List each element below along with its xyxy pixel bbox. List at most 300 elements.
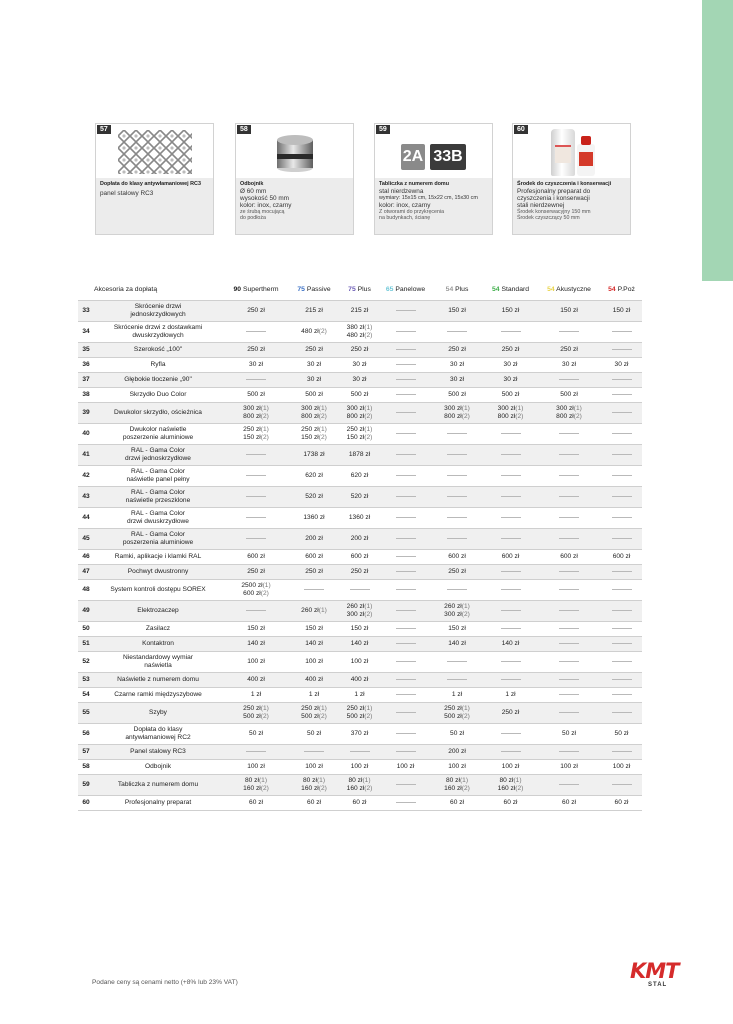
card-line: wymiary: 15x15 cm, 15x22 cm, 15x30 cm xyxy=(379,194,478,201)
price-variant-note: (2) xyxy=(364,433,373,441)
price-cell xyxy=(290,651,338,672)
not-available-dash xyxy=(246,517,266,518)
price-variant-note: (1) xyxy=(316,777,326,785)
price-value: 100 zł xyxy=(396,762,415,770)
price-cell xyxy=(430,687,484,702)
price-line xyxy=(431,603,483,610)
price-value: 480 zł xyxy=(301,327,319,335)
row-number: 37 xyxy=(78,372,94,387)
price-cell xyxy=(222,486,290,507)
table-row xyxy=(78,795,642,810)
price-cell xyxy=(222,402,290,423)
price-variant-note: (2) xyxy=(260,712,269,720)
not-available-dash xyxy=(396,589,416,590)
price-cell xyxy=(537,387,601,402)
row-name-line: Dwukolor skrzydło, ościeżnica xyxy=(114,408,202,416)
card-line: stali nierdzewnej xyxy=(517,201,565,209)
price-footnote: Podane ceny są cenami netto (+8% lub 23% VAT) xyxy=(92,979,238,986)
col-header: 54 Plus xyxy=(430,280,484,300)
price-cell xyxy=(338,723,381,744)
price-line xyxy=(223,590,289,597)
price-value: 60 zł xyxy=(352,798,367,806)
price-cell xyxy=(222,744,290,759)
row-name xyxy=(94,774,222,795)
row-name xyxy=(94,702,222,723)
price-value: 800 zł xyxy=(346,412,365,420)
price-variant-note: (2) xyxy=(364,610,373,618)
not-available-dash xyxy=(501,751,521,752)
price-value: 250 zł xyxy=(243,426,261,434)
price-value: 160 zł xyxy=(243,784,261,792)
price-value: 1 zł xyxy=(250,690,262,698)
price-value: 250 zł xyxy=(444,705,462,713)
table-row xyxy=(78,300,642,321)
price-variant-note: (2) xyxy=(515,784,524,792)
price-value: 250 zł xyxy=(448,567,466,575)
price-line xyxy=(339,713,380,720)
price-cell xyxy=(338,423,381,444)
card-number: 59 xyxy=(376,125,390,134)
price-value: 600 zł xyxy=(350,552,369,560)
price-cell xyxy=(430,444,484,465)
price-value: 260 zł xyxy=(346,603,365,611)
not-available-dash xyxy=(501,454,521,455)
section-side-tab xyxy=(702,0,733,281)
price-value: 500 zł xyxy=(305,390,323,398)
not-available-dash xyxy=(501,517,521,518)
row-name xyxy=(94,600,222,621)
price-line xyxy=(339,611,380,618)
row-name-line: Dopłata do klasy xyxy=(133,726,183,734)
house-number-plate-b: 33B xyxy=(430,144,466,170)
not-available-dash xyxy=(559,610,579,611)
price-value: 500 zł xyxy=(346,712,365,720)
price-cell xyxy=(484,702,537,723)
price-cell xyxy=(601,321,642,342)
row-name xyxy=(94,423,222,444)
price-cell xyxy=(290,723,338,744)
price-value: 1738 zł xyxy=(303,450,325,458)
price-value: 30 zł xyxy=(249,360,263,368)
steel-panel-pattern-icon xyxy=(118,130,192,174)
price-cell xyxy=(601,486,642,507)
not-available-dash xyxy=(612,694,632,695)
price-cell xyxy=(290,600,338,621)
price-value: 800 zł xyxy=(301,412,319,420)
price-line xyxy=(339,426,380,433)
table-row xyxy=(78,549,642,564)
price-value: 60 zł xyxy=(503,798,518,806)
not-available-dash xyxy=(501,589,521,590)
not-available-dash xyxy=(559,331,579,332)
price-line xyxy=(291,785,337,792)
card-title: Odbojnik xyxy=(240,181,264,187)
not-available-dash xyxy=(501,538,521,539)
price-value: 30 zł xyxy=(450,360,464,368)
price-cell xyxy=(430,600,484,621)
price-value: 800 zł xyxy=(556,412,574,420)
row-name xyxy=(94,444,222,465)
not-available-dash xyxy=(396,379,416,380)
price-cell xyxy=(338,342,381,357)
price-cell xyxy=(484,744,537,759)
price-cell xyxy=(484,372,537,387)
price-variant-note: (2) xyxy=(260,784,269,792)
price-cell xyxy=(222,549,290,564)
price-cell xyxy=(222,465,290,486)
table-row xyxy=(78,600,642,621)
price-value: 50 zł xyxy=(249,729,263,737)
price-value: 250 zł xyxy=(301,426,319,434)
not-available-dash xyxy=(396,433,416,434)
col-header-num: 75 xyxy=(348,286,356,294)
col-header: 65 Panelowe xyxy=(381,280,430,300)
price-value: 140 zł xyxy=(448,639,466,647)
price-variant-note: (2) xyxy=(515,412,524,420)
price-cell xyxy=(290,357,338,372)
price-cell xyxy=(222,507,290,528)
price-line xyxy=(291,405,337,412)
price-variant-note: (1) xyxy=(461,705,470,713)
price-value: 500 zł xyxy=(560,390,578,398)
card-59-info xyxy=(375,178,492,234)
price-cell xyxy=(430,465,484,486)
price-cell xyxy=(338,579,381,600)
row-name-line: Głębokie tłoczenie „90" xyxy=(124,375,192,383)
price-value: 800 zł xyxy=(243,412,261,420)
price-value: 30 zł xyxy=(352,360,367,368)
card-note: Z otworami do przykręcenia xyxy=(379,209,445,216)
price-value: 600 zł xyxy=(243,589,261,597)
not-available-dash xyxy=(350,751,370,752)
price-cell xyxy=(601,423,642,444)
price-cell xyxy=(290,564,338,579)
card-58 xyxy=(235,123,354,235)
price-cell xyxy=(537,636,601,651)
price-value: 140 zł xyxy=(247,639,265,647)
row-name-line: Profesjonalny preparat xyxy=(124,798,192,806)
price-cell xyxy=(381,579,430,600)
row-name xyxy=(94,486,222,507)
price-line xyxy=(291,328,337,335)
price-cell xyxy=(430,759,484,774)
price-cell xyxy=(338,507,381,528)
price-value: 250 zł xyxy=(501,345,520,353)
price-cell xyxy=(290,672,338,687)
price-line xyxy=(339,413,380,420)
row-name-line: drzwi jednoskrzydłowe xyxy=(125,454,191,462)
col-header: 54 Akustyczne xyxy=(537,280,601,300)
price-cell xyxy=(381,651,430,672)
price-cell xyxy=(484,387,537,402)
price-cell xyxy=(338,387,381,402)
price-cell xyxy=(537,372,601,387)
price-cell xyxy=(381,321,430,342)
price-cell xyxy=(601,723,642,744)
not-available-dash xyxy=(396,349,416,350)
row-name-line: Tabliczka z numerem domu xyxy=(117,780,199,788)
price-cell xyxy=(537,507,601,528)
price-cell xyxy=(290,486,338,507)
not-available-dash xyxy=(246,379,266,380)
table-row xyxy=(78,402,642,423)
not-available-dash xyxy=(612,661,632,662)
not-available-dash xyxy=(447,661,467,662)
price-cell xyxy=(601,702,642,723)
price-cell xyxy=(601,774,642,795)
row-name xyxy=(94,579,222,600)
price-value: 150 zł xyxy=(612,306,631,314)
price-variant-note: (2) xyxy=(461,784,470,792)
price-value: 150 zł xyxy=(448,624,466,632)
row-name xyxy=(94,744,222,759)
not-available-dash xyxy=(447,475,467,476)
price-cell xyxy=(430,549,484,564)
price-cell xyxy=(222,774,290,795)
price-cell xyxy=(290,342,338,357)
price-cell xyxy=(430,579,484,600)
price-cell xyxy=(601,759,642,774)
row-name-line: dwuskrzydłowych xyxy=(132,331,184,339)
table-row xyxy=(78,357,642,372)
price-value: 600 zł xyxy=(448,552,466,560)
not-available-dash xyxy=(246,475,266,476)
price-value: 100 zł xyxy=(448,762,466,770)
price-cell xyxy=(601,342,642,357)
row-name xyxy=(94,759,222,774)
price-variant-note: (1) xyxy=(364,705,373,713)
not-available-dash xyxy=(246,610,266,611)
row-name xyxy=(94,564,222,579)
price-cell xyxy=(430,723,484,744)
row-number: 57 xyxy=(78,744,94,759)
row-name-line: Szyby xyxy=(149,708,167,716)
row-name-line: Niestandardowy wymiar xyxy=(123,654,193,662)
not-available-dash xyxy=(396,733,416,734)
price-value: 500 zł xyxy=(243,712,261,720)
not-available-dash xyxy=(612,496,632,497)
price-cell xyxy=(222,387,290,402)
price-cell xyxy=(601,651,642,672)
price-value: 150 zł xyxy=(305,624,323,632)
row-name-line: Odbojnik xyxy=(144,762,172,770)
price-value: 600 zł xyxy=(560,552,578,560)
row-number: 42 xyxy=(78,465,94,486)
price-cell xyxy=(537,774,601,795)
price-cell xyxy=(484,486,537,507)
not-available-dash xyxy=(501,610,521,611)
price-value: 30 zł xyxy=(352,375,367,383)
row-name-line: Naświetle z numerem domu xyxy=(117,675,199,683)
table-row xyxy=(78,486,642,507)
not-available-dash xyxy=(396,643,416,644)
price-value: 250 zł xyxy=(247,567,265,575)
table-header-label: Akcesoria za dopłatą xyxy=(78,280,222,300)
price-cell xyxy=(222,759,290,774)
price-cell xyxy=(222,600,290,621)
not-available-dash xyxy=(246,751,266,752)
price-variant-note: (1) xyxy=(262,582,271,590)
price-cell xyxy=(381,687,430,702)
price-cell xyxy=(222,342,290,357)
not-available-dash xyxy=(396,661,416,662)
row-name-line: Czarne ramki międzyszybowe xyxy=(114,690,202,698)
price-cell xyxy=(484,636,537,651)
price-cell xyxy=(381,759,430,774)
price-cell xyxy=(601,549,642,564)
price-cell xyxy=(222,423,290,444)
row-number: 39 xyxy=(78,402,94,423)
price-variant-note: (1) xyxy=(461,405,470,413)
row-name-line: drzwi dwuskrzydłowe xyxy=(127,517,189,525)
row-name xyxy=(94,672,222,687)
price-value: 100 zł xyxy=(305,762,323,770)
price-value: 500 zł xyxy=(444,712,462,720)
not-available-dash xyxy=(246,538,266,539)
price-cell xyxy=(537,528,601,549)
not-available-dash xyxy=(246,331,266,332)
price-cell xyxy=(290,774,338,795)
price-cell xyxy=(222,636,290,651)
price-value: 500 zł xyxy=(301,712,319,720)
row-number: 54 xyxy=(78,687,94,702)
price-variant-note: (1) xyxy=(362,777,371,785)
table-row xyxy=(78,636,642,651)
not-available-dash xyxy=(396,802,416,803)
row-name-line: Szerokość „100" xyxy=(133,345,183,353)
card-line: czyszczenia i konserwacji xyxy=(517,194,590,202)
price-value: 300 zł xyxy=(444,405,462,413)
row-number: 38 xyxy=(78,387,94,402)
price-cell xyxy=(601,387,642,402)
price-value: 140 zł xyxy=(305,639,323,647)
row-name xyxy=(94,300,222,321)
price-value: 200 zł xyxy=(350,534,369,542)
price-variant-note: (2) xyxy=(318,327,327,335)
price-variant-note: (1) xyxy=(318,405,327,413)
price-cell xyxy=(290,636,338,651)
table-row xyxy=(78,423,642,444)
price-cell xyxy=(430,372,484,387)
price-cell xyxy=(381,774,430,795)
price-cell xyxy=(484,723,537,744)
not-available-dash xyxy=(396,394,416,395)
price-value: 600 zł xyxy=(247,552,265,560)
price-cell xyxy=(381,444,430,465)
price-value: 160 zł xyxy=(497,784,516,792)
price-value: 300 zł xyxy=(497,405,516,413)
price-cell xyxy=(484,507,537,528)
price-value: 215 zł xyxy=(350,306,369,314)
row-number: 50 xyxy=(78,621,94,636)
price-cell xyxy=(430,402,484,423)
not-available-dash xyxy=(350,589,370,590)
price-cell xyxy=(484,621,537,636)
price-cell xyxy=(430,528,484,549)
not-available-dash xyxy=(396,571,416,572)
row-name xyxy=(94,402,222,423)
not-available-dash xyxy=(612,517,632,518)
not-available-dash xyxy=(559,496,579,497)
price-value: 400 zł xyxy=(247,675,265,683)
price-value: 1 zł xyxy=(308,690,320,698)
price-cell xyxy=(430,357,484,372)
not-available-dash xyxy=(612,349,632,350)
price-line xyxy=(339,332,380,339)
price-value: 215 zł xyxy=(305,306,323,314)
row-number: 36 xyxy=(78,357,94,372)
price-variant-note: (1) xyxy=(459,777,469,785)
not-available-dash xyxy=(612,784,632,785)
price-value: 250 zł xyxy=(501,708,520,716)
accessories-price-table xyxy=(78,280,642,811)
price-value: 400 zł xyxy=(305,675,323,683)
price-value: 80 zł xyxy=(303,777,317,785)
not-available-dash xyxy=(447,454,467,455)
price-value: 80 zł xyxy=(446,777,460,785)
price-variant-note: (2) xyxy=(364,712,373,720)
price-variant-note: (1) xyxy=(515,405,524,413)
price-variant-note: (2) xyxy=(318,433,327,441)
price-line xyxy=(431,405,483,412)
row-name-line: Skrócenie drzwi xyxy=(134,303,182,311)
row-name-line: RAL - Gama Color xyxy=(131,531,185,539)
row-name xyxy=(94,357,222,372)
price-line xyxy=(223,713,289,720)
price-cell xyxy=(430,744,484,759)
price-value: 260 zł xyxy=(444,603,462,611)
price-line xyxy=(291,413,337,420)
row-number: 40 xyxy=(78,423,94,444)
not-available-dash xyxy=(396,556,416,557)
card-title: Tabliczka z numerem domu xyxy=(379,181,449,187)
not-available-dash xyxy=(501,496,521,497)
not-available-dash xyxy=(612,589,632,590)
price-cell xyxy=(290,621,338,636)
row-name xyxy=(94,507,222,528)
price-cell xyxy=(601,600,642,621)
price-cell xyxy=(222,321,290,342)
not-available-dash xyxy=(447,496,467,497)
price-cell xyxy=(338,402,381,423)
price-value: 80 zł xyxy=(499,777,514,785)
price-value: 250 zł xyxy=(350,567,369,575)
card-number: 58 xyxy=(237,125,251,134)
price-cell xyxy=(381,528,430,549)
price-cell xyxy=(222,723,290,744)
table-row xyxy=(78,465,642,486)
card-line: stal nierdzewna xyxy=(379,187,424,195)
row-number: 33 xyxy=(78,300,94,321)
not-available-dash xyxy=(447,331,467,332)
price-variant-note: (2) xyxy=(318,712,327,720)
table-row xyxy=(78,564,642,579)
price-cell xyxy=(222,357,290,372)
row-number: 55 xyxy=(78,702,94,723)
row-name xyxy=(94,465,222,486)
price-cell xyxy=(484,774,537,795)
price-line xyxy=(223,785,289,792)
price-value: 1 zł xyxy=(354,690,365,698)
price-cell xyxy=(601,372,642,387)
price-cell xyxy=(537,687,601,702)
price-value: 30 zł xyxy=(503,360,518,368)
price-cell xyxy=(430,636,484,651)
row-number: 44 xyxy=(78,507,94,528)
price-variant-note: (2) xyxy=(318,412,327,420)
row-name-line: Zasilacz xyxy=(145,624,171,632)
col-header: 75 Passive xyxy=(290,280,338,300)
